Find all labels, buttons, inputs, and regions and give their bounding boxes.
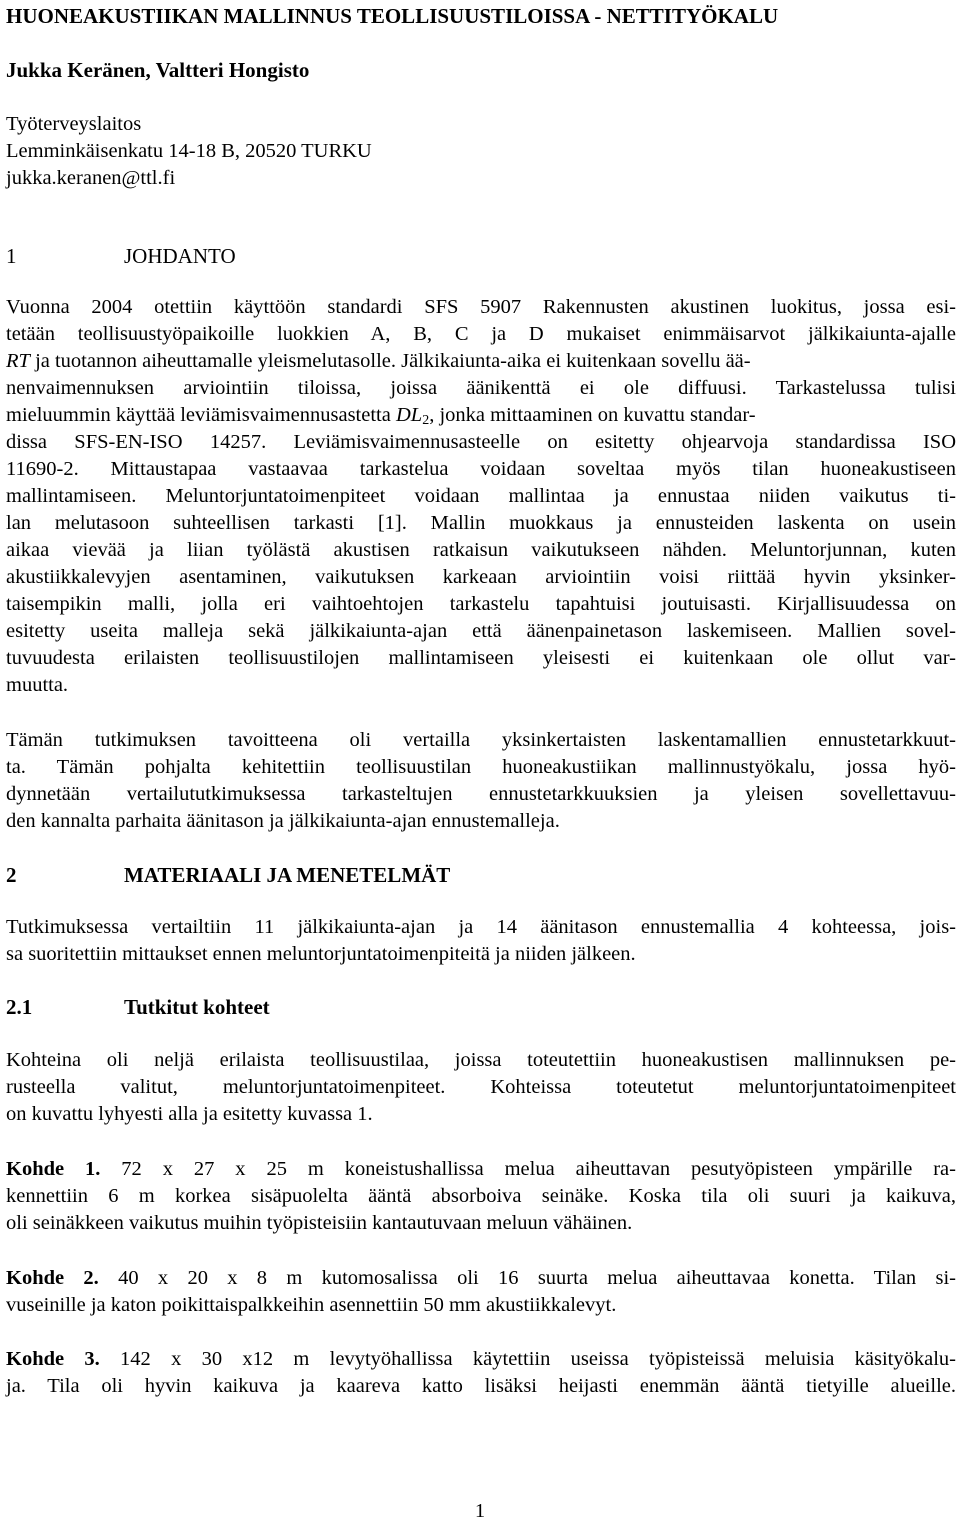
kohde-label: Kohde 2. [6, 1267, 99, 1289]
paragraph-line: akustiikkalevyjen asentaminen, vaikutuksen karkeaan arviointiin voisi riittää hyvin yksinker- [6, 566, 956, 588]
symbol-rt: RT [6, 350, 30, 372]
subscript: 2 [422, 413, 430, 428]
paragraph-line: kennettiin 6 m korkea sisäpuolelta ääntä absorboiva seinäke. Koska tila oli suuri ja kaikuva, [6, 1185, 956, 1207]
paragraph-line: sa suoritettiin mittaukset ennen meluntorjuntatoimenpiteitä ja niiden jälkeen. [6, 943, 636, 965]
kohde-label: Kohde 1. [6, 1158, 101, 1180]
paragraph-line: on kuvattu lyhyesti alla ja esitetty kuvassa 1. [6, 1103, 373, 1125]
paragraph-line: esitetty useita malleja sekä jälkikaiunta-ajan että äänenpainetason laskemiseen. Mallien sovel- [6, 620, 956, 642]
section-heading-1 [6, 244, 236, 268]
paragraph-line: ja. Tila oli hyvin kaikuva ja kaareva katto lisäksi heijasti enemmän ääntä tietyille alueille. [6, 1375, 956, 1397]
paragraph-line: lan melutasoon suhteellisen tarkasti [1]. Mallin muokkaus ja ennusteiden laskenta on usein [6, 512, 956, 534]
paragraph-line: vuseinille ja katon poikittaispalkkeihin asennettiin 50 mm akustiikkalevyt. [6, 1294, 617, 1316]
section-title: JOHDANTO [124, 244, 236, 268]
paragraph-line: muutta. [6, 674, 69, 696]
line-text: mieluummin käyttää leviämisvaimennusastetta [6, 404, 396, 426]
paragraph-line: ta. Tämän pohjalta kehitettiin teollisuustilan huoneakustiikan mallinnustyökalu, jossa hyö- [6, 756, 956, 778]
paragraph-line: nenvaimennuksen arviointiin tiloissa, joissa äänikenttä ei ole diffuusi. Tarkastelussa tulisi [6, 377, 956, 399]
section-heading-2 [6, 863, 450, 887]
section-number: 2 [6, 863, 17, 887]
paragraph-line [6, 349, 751, 373]
paragraph-line: tuvuudesta erilaisten teollisuustilojen mallintamiseen yleisesti ei kuitenkaan ole ollut var- [6, 647, 956, 669]
paragraph-line: Vuonna 2004 otettiin käyttöön standardi SFS 5907 Rakennusten akustinen luokitus, jossa esi- [6, 296, 956, 318]
paragraph-line: aikaa vievää ja liian työlästä akustisen ratkaisun vaikutukseen nähden. Meluntorjunnan, kuten [6, 539, 956, 561]
affiliation: Työterveyslaitos [6, 113, 142, 135]
paragraph-line: den kannalta parhaita äänitason ja jälkikaiunta-ajan ennustemalleja. [6, 810, 560, 832]
section-number: 1 [6, 244, 17, 268]
subsection-heading-2-1 [6, 995, 270, 1019]
line-text: , jonka mittaaminen on kuvattu standar- [429, 404, 756, 426]
line-text: ja tuotannon aiheuttamalle yleismelutasolle. Jälkikaiunta-aika ei kuitenkaan sovellu ää- [29, 350, 751, 372]
paragraph-line: Kohteina oli neljä erilaista teollisuustilaa, joissa toteutettiin huoneakustisen mallinnuksen pe- [6, 1049, 956, 1071]
kohde-label: Kohde 3. [6, 1348, 100, 1370]
page-number: 1 [474, 1500, 486, 1522]
paragraph-line: Tutkimuksessa vertailtiin 11 jälkikaiunta-ajan ja 14 äänitason ennustemallia 4 kohteessa, jois- [6, 916, 956, 938]
paragraph-line: oli seinäkkeen vaikutus muihin työpisteisiin kantautuvaan meluun vähäinen. [6, 1212, 633, 1234]
paragraph-line: rusteella valitut, meluntorjuntatoimenpiteet. Kohteissa toteutetut meluntorjuntatoimenpiteet [6, 1076, 956, 1098]
kohde-1-line [6, 1157, 956, 1181]
line-text: 40 x 20 x 8 m kutomosalissa oli 16 suurta melua aiheuttavaa konetta. Tilan si- [98, 1267, 956, 1289]
paragraph-line: 11690-2. Mittaustapaa vastaavaa tarkastelua voidaan soveltaa myös tilan huoneakustiseen [6, 458, 956, 480]
paragraph-line: dissa SFS-EN-ISO 14257. Leviämisvaimennusasteelle on esitetty ohjearvoja standardissa ISO [6, 431, 956, 453]
paper-title: HUONEAKUSTIIKAN MALLINNUS TEOLLISUUSTILOISSA - NETTITYÖKALU [6, 4, 779, 28]
paragraph-line: mallintamiseen. Meluntorjuntatoimenpiteet voidaan mallintaa ja ennustaa niiden vaikutus ti- [6, 485, 956, 507]
line-text: 72 x 27 x 25 m koneistushallissa melua aiheuttavan pesutyöpisteen ympärille ra- [100, 1158, 956, 1180]
section-title: MATERIAALI JA MENETELMÄT [124, 863, 451, 887]
paragraph-line: tetään teollisuustyöpaikoille luokkien A, B, C ja D mukaiset enimmäisarvot jälkikaiunta-ajalle [6, 323, 956, 345]
email: jukka.keranen@ttl.fi [6, 167, 176, 189]
paragraph-line: taisempikin malli, jolla eri vaihtoehtojen tarkastelu tapahtuisi joutuisasti. Kirjallisuudessa on [6, 593, 956, 615]
authors: Jukka Keränen, Valtteri Hongisto [6, 58, 310, 82]
kohde-2-line [6, 1266, 956, 1290]
symbol-dl: DL [395, 404, 423, 426]
section-title: Tutkitut kohteet [124, 995, 270, 1019]
paragraph-line [6, 403, 756, 427]
section-number: 2.1 [6, 995, 33, 1019]
paragraph-line: dynnetään vertailututkimuksessa tarkasteltujen ennustetarkkuuksien ja yleisen sovellettavuu- [6, 783, 956, 805]
kohde-3-line [6, 1347, 956, 1371]
address: Lemminkäisenkatu 14-18 B, 20520 TURKU [6, 140, 372, 162]
paragraph-line: Tämän tutkimuksen tavoitteena oli vertailla yksinkertaisten laskentamallien ennustetarkkuut- [6, 729, 956, 751]
line-text: 142 x 30 x12 m levytyöhallissa käytettiin useissa työpisteissä meluisia käsityökalu- [99, 1348, 956, 1370]
